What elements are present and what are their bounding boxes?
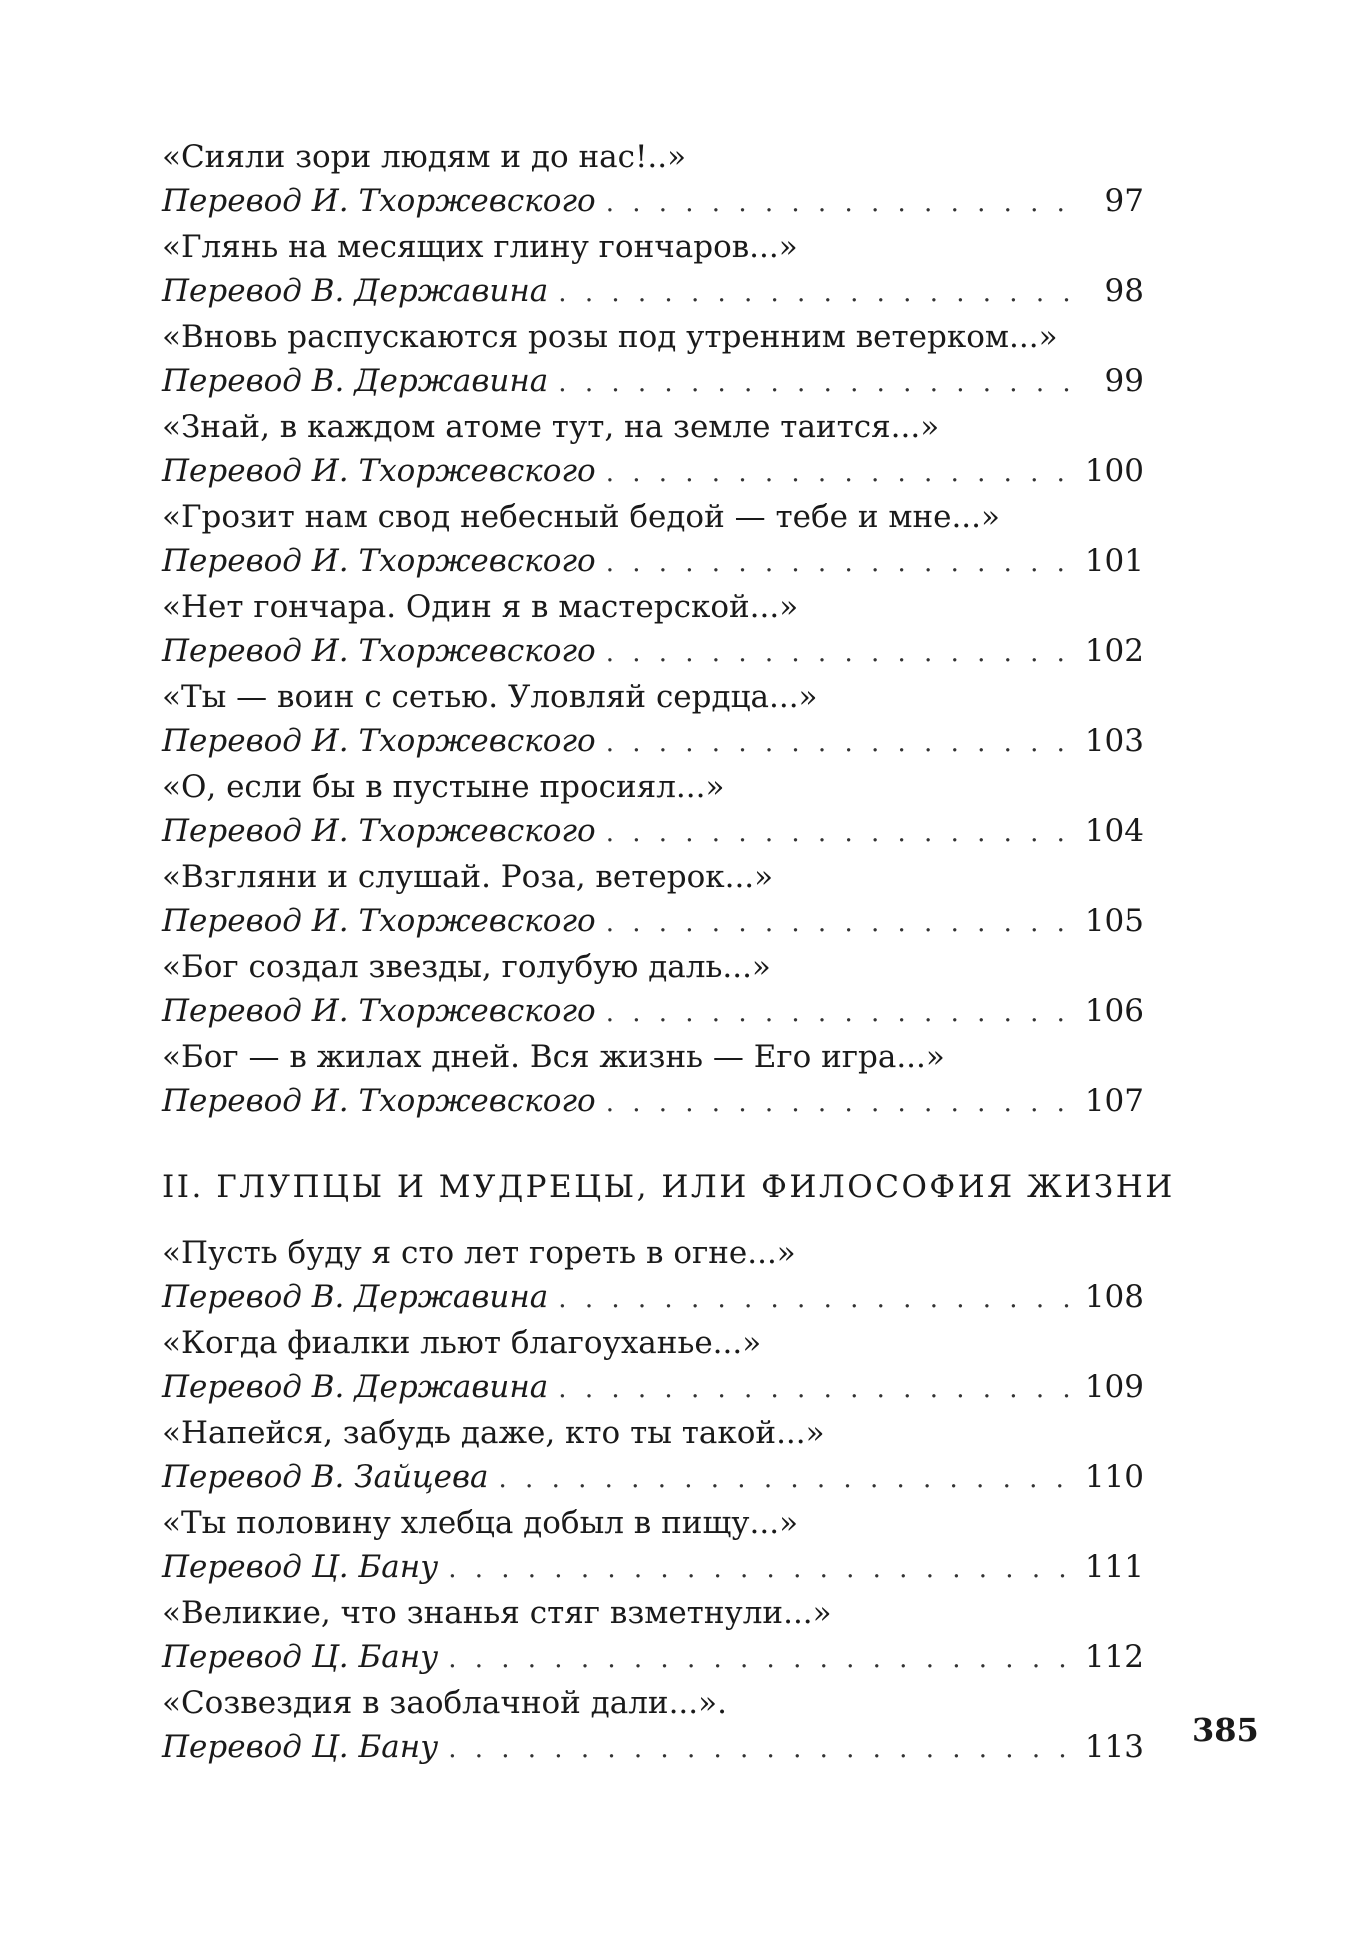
toc-entry-row [162,449,1144,493]
toc-entry-translator: Перевод Ц. Бану [162,1639,439,1675]
toc-entry [162,1681,1144,1769]
toc-entry-title: «Бог — в жилах дней. Вся жизнь — Его игра...» [162,1039,945,1075]
dot-leader [558,1277,1077,1321]
toc-entry-page: 106 [1084,993,1144,1029]
toc-entry [162,945,1144,1033]
dot-leader [606,541,1077,585]
toc-entry-page: 101 [1084,543,1144,579]
table-of-contents [162,135,1175,1771]
toc-entry [162,1501,1144,1589]
dot-leader [558,361,1078,405]
dot-leader [606,991,1077,1035]
toc-entry [162,495,1144,583]
toc-entry-page: 97 [1104,183,1144,219]
section-heading: II. ГЛУПЦЫ И МУДРЕЦЫ, ИЛИ ФИЛОСОФИЯ ЖИЗНИ [162,1169,1175,1205]
toc-entry-row [162,1635,1144,1679]
toc-entry [162,1591,1144,1679]
toc-entry-page: 111 [1084,1549,1144,1585]
toc-entry-page: 110 [1084,1459,1144,1495]
toc-entry-title: «Ты половину хлебца добыл в пищу...» [162,1505,799,1541]
dot-leader [606,901,1077,945]
toc-entry-page: 107 [1084,1083,1144,1119]
toc-entry-translator: Перевод И. Тхоржевского [162,813,596,849]
toc-list-part-1 [162,135,1144,1123]
toc-entry-title: «Когда фиалки льют благоуханье...» [162,1325,762,1361]
dot-leader [448,1637,1077,1681]
toc-entry-translator: Перевод В. Державина [162,363,549,399]
toc-entry [162,315,1144,403]
toc-entry-title: «Глянь на месящих глину гончаров...» [162,229,798,265]
toc-entry-translator: Перевод В. Державина [162,273,549,309]
toc-entry-page: 102 [1084,633,1144,669]
toc-entry-title: «Пусть буду я сто лет гореть в огне...» [162,1235,796,1271]
toc-entry [162,1411,1144,1499]
toc-entry [162,585,1144,673]
toc-entry-translator: Перевод И. Тхоржевского [162,183,596,219]
dot-leader [606,811,1077,855]
toc-entry-translator: Перевод И. Тхоржевского [162,543,596,579]
toc-entry-row [162,1545,1144,1589]
toc-entry [162,405,1144,493]
toc-entry-row [162,1079,1144,1123]
toc-entry-row [162,809,1144,853]
toc-entry [162,135,1144,223]
toc-entry-row [162,539,1144,583]
dot-leader [606,721,1077,765]
toc-entry-row [162,1725,1144,1769]
dot-leader [558,1367,1077,1411]
toc-entry-title: «Напейся, забудь даже, кто ты такой...» [162,1415,825,1451]
toc-entry-page: 105 [1084,903,1144,939]
toc-entry-page: 109 [1084,1369,1144,1405]
toc-entry [162,765,1144,853]
toc-entry-row [162,629,1144,673]
toc-entry-row [162,989,1144,1033]
dot-leader [558,271,1078,315]
toc-entry-title: «Вновь распускаются розы под утренним ветерком...» [162,319,1058,355]
toc-entry-row [162,359,1144,403]
dot-leader [606,1081,1077,1125]
dot-leader [606,451,1077,495]
toc-entry-translator: Перевод И. Тхоржевского [162,723,596,759]
toc-entry-row [162,719,1144,763]
toc-entry-title: «Созвездия в заоблачной дали...». [162,1685,727,1721]
toc-entry-row [162,1275,1144,1319]
toc-entry-title: «Ты — воин с сетью. Уловляй сердца...» [162,679,818,715]
toc-entry-row [162,269,1144,313]
toc-entry-translator: Перевод В. Зайцева [162,1459,489,1495]
toc-entry-page: 100 [1084,453,1144,489]
toc-entry-title: «О, если бы в пустыне просиял...» [162,769,725,805]
dot-leader [448,1727,1077,1771]
toc-entry-translator: Перевод И. Тхоржевского [162,993,596,1029]
toc-entry-page: 113 [1084,1729,1144,1765]
toc-entry-title: «Великие, что знанья стяг взметнули...» [162,1595,832,1631]
toc-entry-title: «Взгляни и слушай. Роза, ветерок...» [162,859,774,895]
toc-entry-row [162,179,1144,223]
toc-entry [162,1321,1144,1409]
toc-entry-translator: Перевод И. Тхоржевского [162,633,596,669]
dot-leader [606,181,1078,225]
toc-list-part-2 [162,1231,1144,1769]
toc-entry-title: «Бог создал звезды, голубую даль...» [162,949,771,985]
toc-entry [162,1035,1144,1123]
toc-entry-title: «Сияли зори людям и до нас!..» [162,139,687,175]
toc-entry-page: 99 [1104,363,1144,399]
toc-entry-translator: Перевод Ц. Бану [162,1729,439,1765]
toc-entry-row [162,1365,1144,1409]
toc-entry-title: «Знай, в каждом атоме тут, на земле таится...» [162,409,940,445]
toc-entry-translator: Перевод Ц. Бану [162,1549,439,1585]
dot-leader [606,631,1077,675]
toc-entry-translator: Перевод И. Тхоржевского [162,453,596,489]
toc-entry-row [162,1455,1144,1499]
toc-entry [162,675,1144,763]
toc-entry-translator: Перевод В. Державина [162,1279,549,1315]
toc-entry [162,855,1144,943]
toc-entry-translator: Перевод И. Тхоржевского [162,903,596,939]
toc-entry-page: 108 [1084,1279,1144,1315]
toc-entry-page: 103 [1084,723,1144,759]
dot-leader [499,1457,1077,1501]
toc-entry-translator: Перевод В. Державина [162,1369,549,1405]
toc-entry-row [162,899,1144,943]
page-number: 385 [1192,1711,1259,1749]
toc-entry-page: 98 [1104,273,1144,309]
toc-entry-title: «Грозит нам свод небесный бедой — тебе и мне...» [162,499,1000,535]
dot-leader [448,1547,1077,1591]
toc-entry-page: 104 [1084,813,1144,849]
toc-entry [162,1231,1144,1319]
toc-entry [162,225,1144,313]
toc-entry-title: «Нет гончара. Один я в мастерской...» [162,589,799,625]
toc-entry-page: 112 [1084,1639,1144,1675]
toc-entry-translator: Перевод И. Тхоржевского [162,1083,596,1119]
